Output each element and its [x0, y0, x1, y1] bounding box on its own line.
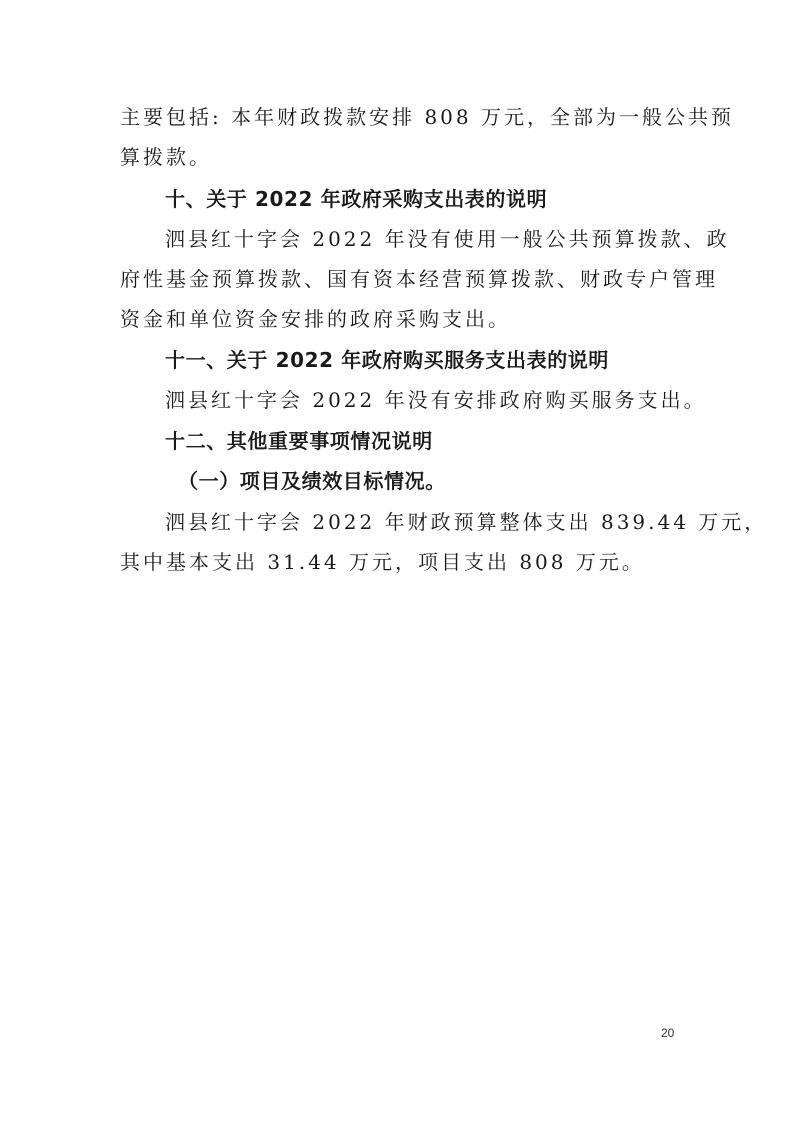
section-heading-12: 十二、其他重要事项情况说明: [165, 429, 433, 453]
paragraph-line: 府性基金预算拨款、国有资本经营预算拨款、财政专户管理: [120, 267, 718, 291]
paragraph-line: 泗县红十字会 2022 年财政预算整体支出 839.44 万元，: [165, 510, 768, 534]
page-number: 20: [661, 1026, 675, 1040]
subsection-heading: （一）项目及绩效目标情况。: [178, 469, 446, 493]
paragraph-line: 泗县红十字会 2022 年没有安排政府购买服务支出。: [165, 388, 707, 412]
paragraph-line: 主要包括: 本年财政拨款安排 808 万元，全部为一般公共预: [120, 105, 734, 129]
section-heading-10: 十、关于 2022 年政府采购支出表的说明: [165, 187, 548, 211]
section-heading-11: 十一、关于 2022 年政府购买服务支出表的说明: [165, 348, 609, 372]
paragraph-line: 其中基本支出 31.44 万元，项目支出 808 万元。: [120, 550, 645, 574]
paragraph-line: 资金和单位资金安排的政府采购支出。: [120, 307, 511, 331]
paragraph-line: 算拨款。: [120, 145, 212, 169]
paragraph-line: 泗县红十字会 2022 年没有使用一般公共预算拨款、政: [165, 227, 730, 251]
